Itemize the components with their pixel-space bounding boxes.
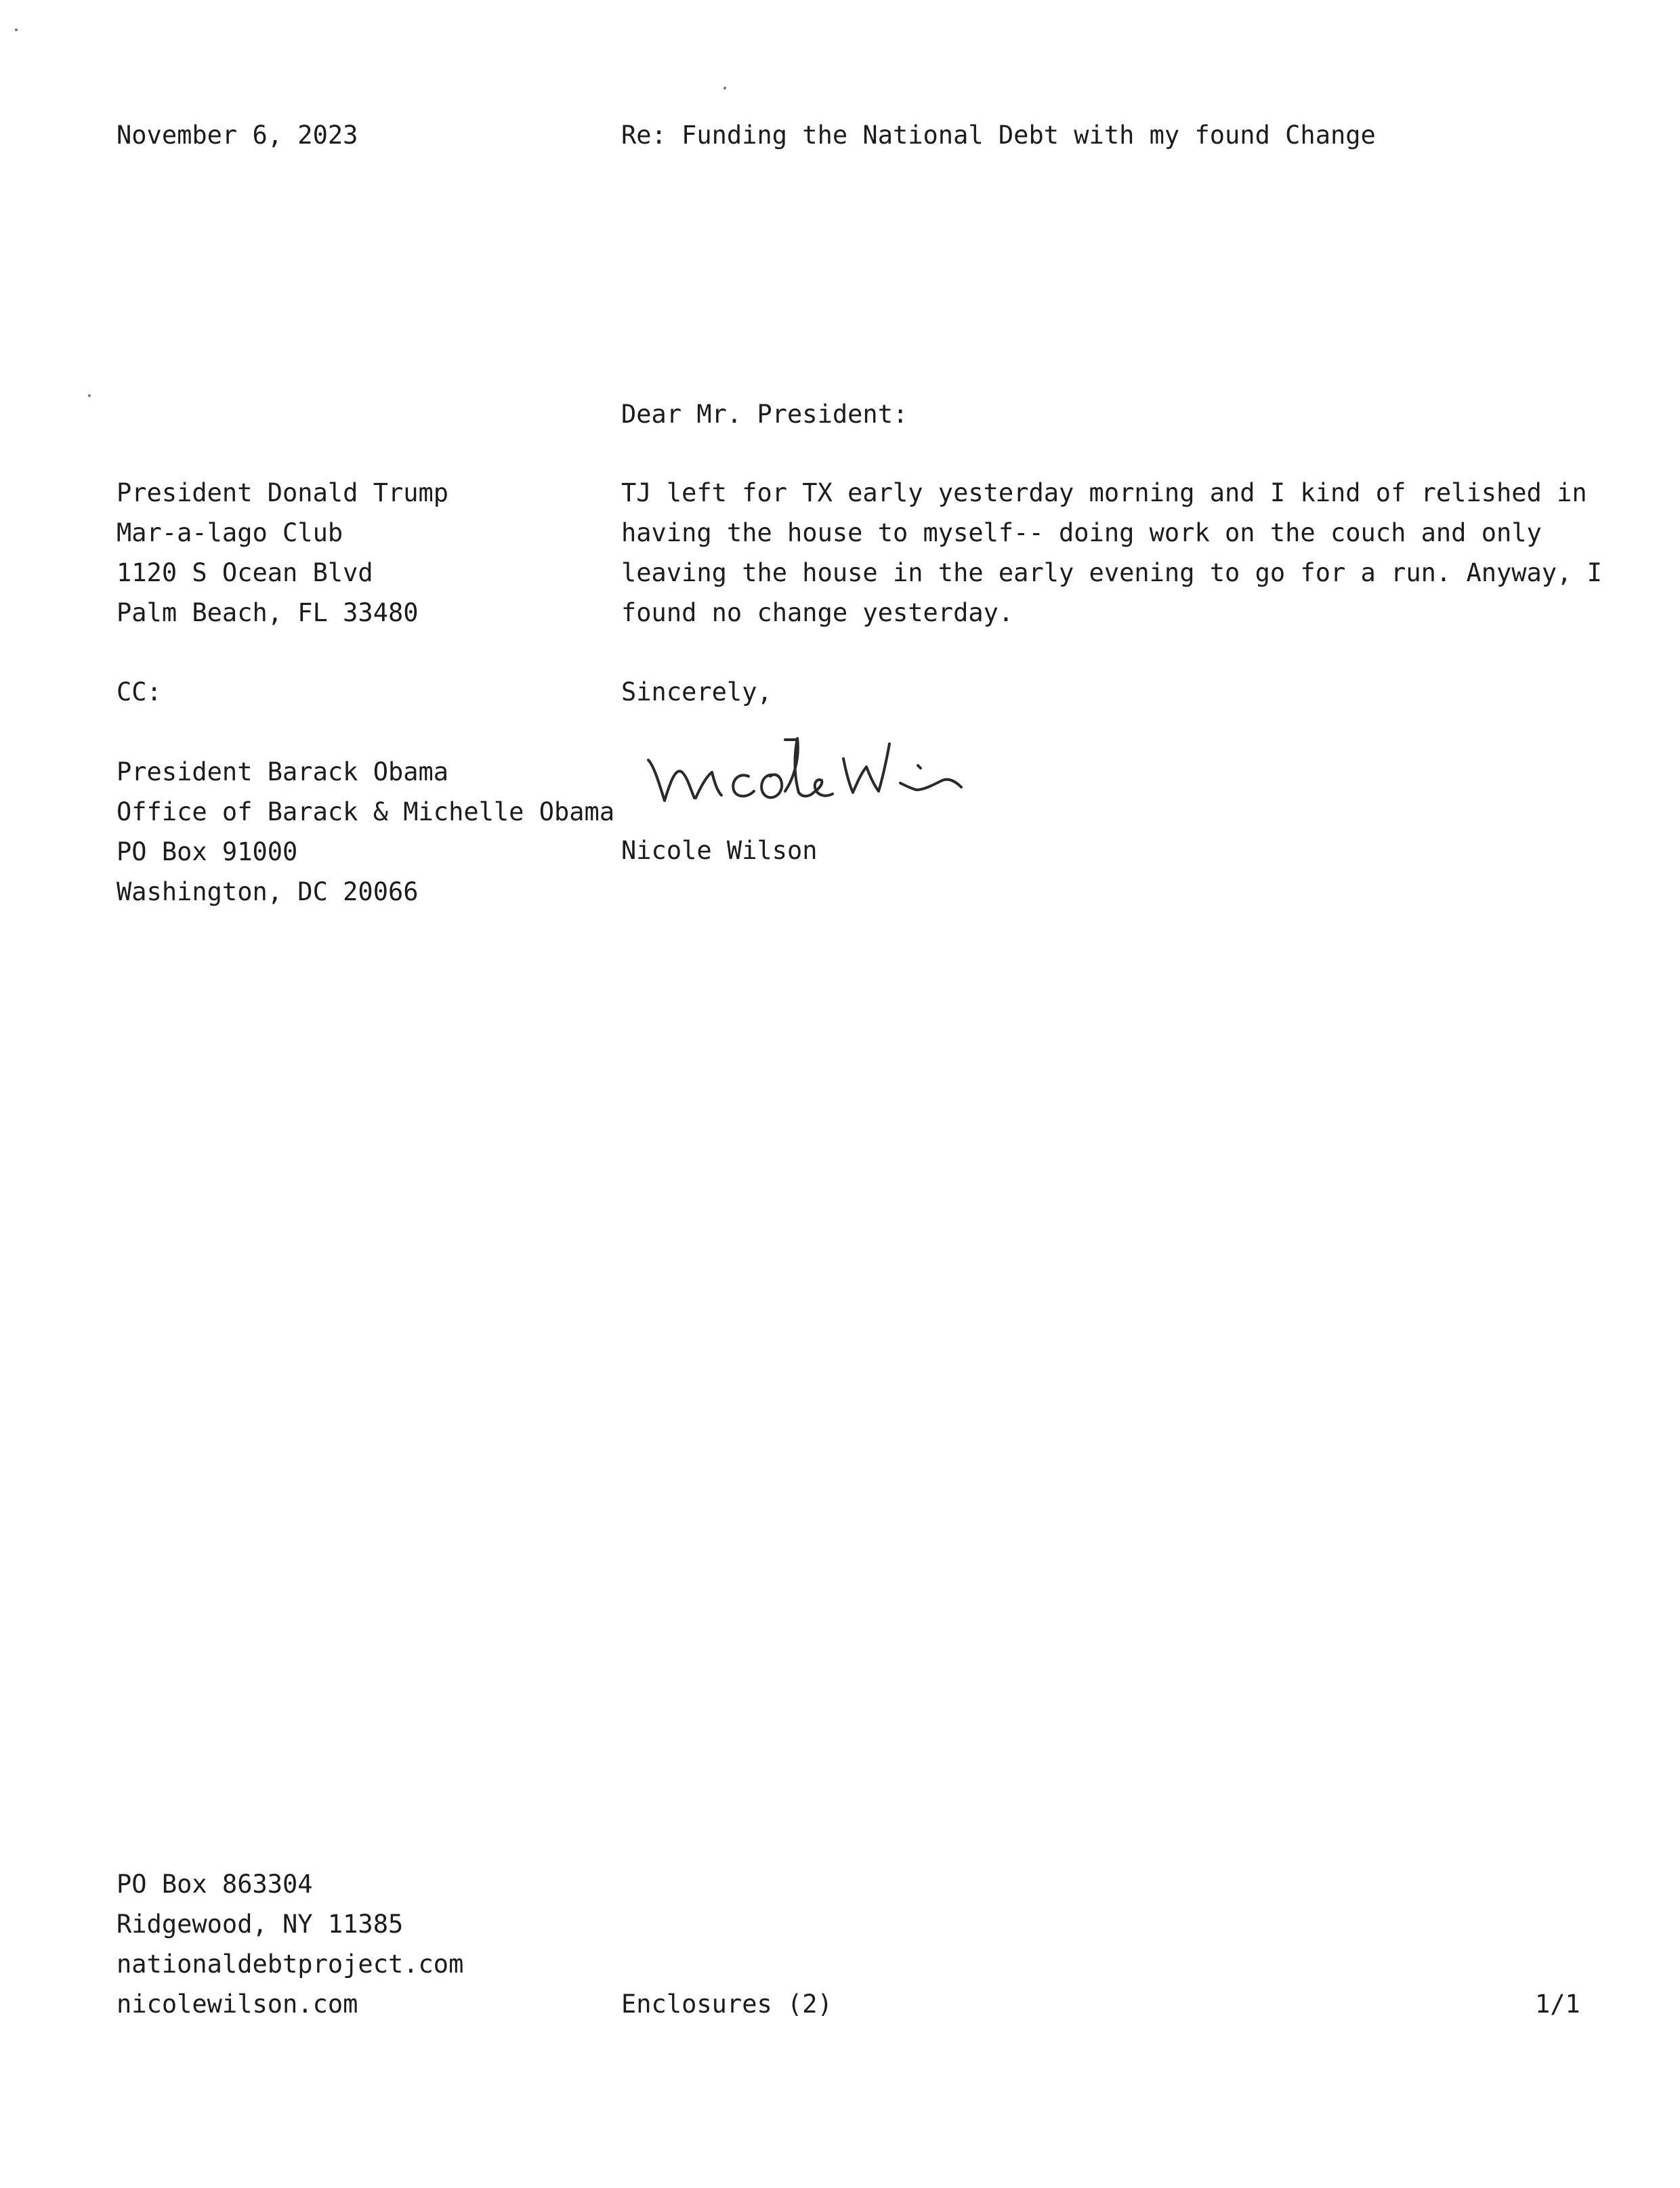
cc-address [117,752,614,912]
salutation: Dear Mr. President: [621,400,908,429]
letter-date: November 6, 2023 [117,121,358,150]
letter-body [621,473,1602,633]
cc-address-line: Washington, DC 20066 [117,877,419,906]
scan-speck [88,394,91,397]
recipient-address-line: President Donald Trump [117,478,449,507]
recipient-address-line: Mar-a-lago Club [117,518,343,547]
sender-website: nationaldebtproject.com [117,1950,464,1979]
sender-address-line: Ridgewood, NY 11385 [117,1910,404,1939]
valediction: Sincerely, [621,677,772,707]
cc-address-line: President Barack Obama [117,757,449,786]
body-line: TJ left for TX early yesterday morning and I kind of relished in [621,478,1587,507]
page-number: 1/1 [1535,1990,1580,2019]
scan-speck [15,28,18,31]
body-line: found no change yesterday. [621,598,1014,627]
body-line: leaving the house in the early evening to go for a run. Anyway, I [621,558,1602,587]
signature-graphic [640,718,992,820]
cc-address-line: Office of Barack & Michelle Obama [117,797,615,826]
sender-address-line: PO Box 863304 [117,1870,313,1899]
recipient-address [117,473,448,633]
handwritten-signature [640,718,992,820]
letter-subject: Re: Funding the National Debt with my found Change [621,121,1376,150]
recipient-address-line: 1120 S Ocean Blvd [117,558,373,587]
scan-speck [723,87,726,89]
recipient-address-line: Palm Beach, FL 33480 [117,598,419,627]
cc-address-line: PO Box 91000 [117,837,298,866]
sender-address [117,1864,463,2024]
body-line: having the house to myself-- doing work on the couch and only [621,518,1542,547]
cc-label: CC: [117,677,162,707]
signer-name: Nicole Wilson [621,836,818,865]
enclosures-note: Enclosures (2) [621,1990,833,2019]
sender-website: nicolewilson.com [117,1990,358,2019]
